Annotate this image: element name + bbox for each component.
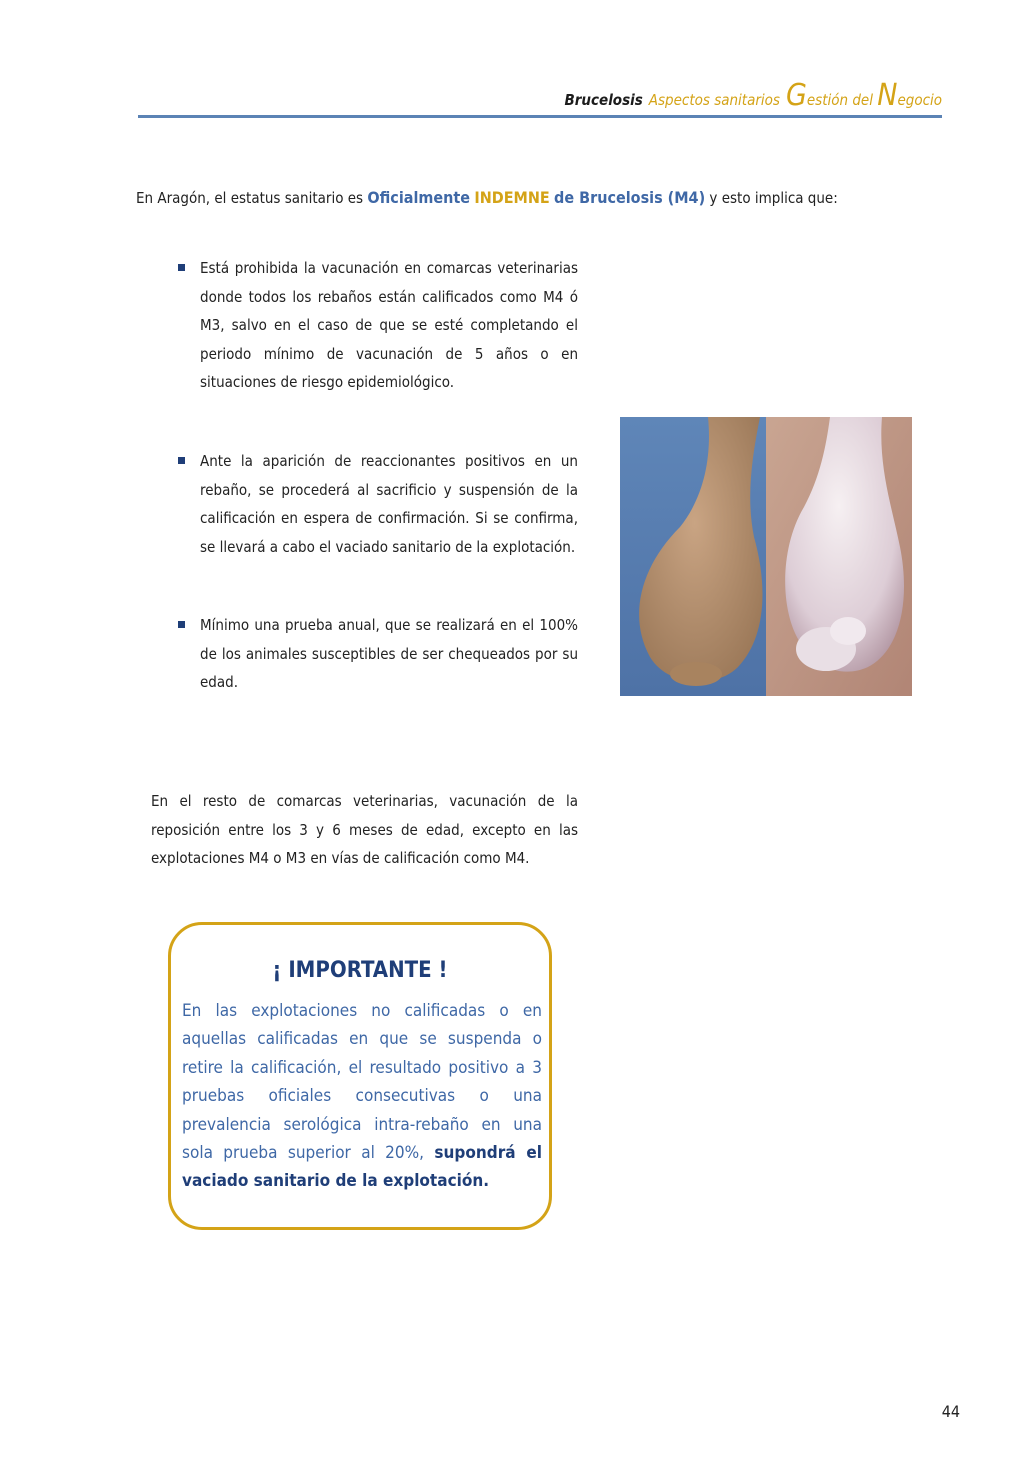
bullet-item-1 <box>178 254 578 397</box>
clinical-photo <box>620 417 912 696</box>
bullet-text-2: Ante la aparición de reaccionantes positivos en un rebaño, se procederá al sacrificio y suspensión de la calificación en espera de confirmación. Si se confirma, se llevará a cabo el vaciado sanitario de la explotación. <box>200 452 578 556</box>
bullet-text-1: Está prohibida la vacunación en comarcas veterinarias donde todos los rebaños están calificados como M4 ó M3, salvo en el caso de que se esté completando el periodo mínimo de vacunación de 5 años o en situaciones de riesgo epidemiológico. <box>200 259 578 391</box>
rest-of-comarcas-paragraph: En el resto de comarcas veterinarias, vacunación de la reposición entre los 3 y 6 meses de edad, excepto en las explotaciones M4 o M3 en vías de calificación como M4. <box>151 792 578 867</box>
header-initial-g: G <box>785 78 807 113</box>
important-box <box>168 922 552 1230</box>
intro-indemne: INDEMNE <box>474 188 550 207</box>
clinical-photo-illustration <box>620 417 912 696</box>
bullet-square-icon <box>178 264 185 271</box>
bullet-item-3 <box>178 611 578 697</box>
important-body: En las explotaciones no calificadas o en aquellas calificadas en que se suspenda o retire la calificación, el resultado positivo a 3 pruebas oficiales consecutivas o una prevalencia serológica intra-rebaño en una sola prueba superior al 20%, <box>182 1001 542 1164</box>
header-aspectos: Aspectos sanitarios <box>648 91 780 109</box>
header-egocio: egocio <box>897 91 942 109</box>
intro-oficialmente: Oficialmente <box>367 188 471 207</box>
intro-before: En Aragón, el estatus sanitario es <box>136 189 368 207</box>
intro-line <box>136 188 916 207</box>
bullet-text-3: Mínimo una prueba anual, que se realizará en el 100% de los animales susceptibles de ser chequeados por su edad. <box>200 616 578 691</box>
intro-de-brucelosis: de Brucelosis (M4) <box>554 188 706 207</box>
intro-after: y esto implica que: <box>705 189 838 207</box>
bullet-square-icon <box>178 457 185 464</box>
running-header <box>138 78 942 112</box>
header-initial-n: N <box>877 78 898 113</box>
header-brucelosis: Brucelosis <box>564 91 643 109</box>
important-title: ¡ IMPORTANTE ! <box>272 958 448 983</box>
header-rule <box>138 115 942 118</box>
important-text <box>182 997 542 1196</box>
page-number: 44 <box>941 1402 960 1421</box>
important-strong: supondrá el vaciado sanitario de la explotación. <box>182 1143 543 1192</box>
header-estion: estión del <box>806 91 878 109</box>
bullet-square-icon <box>178 621 185 628</box>
bullet-item-2 <box>178 447 578 561</box>
